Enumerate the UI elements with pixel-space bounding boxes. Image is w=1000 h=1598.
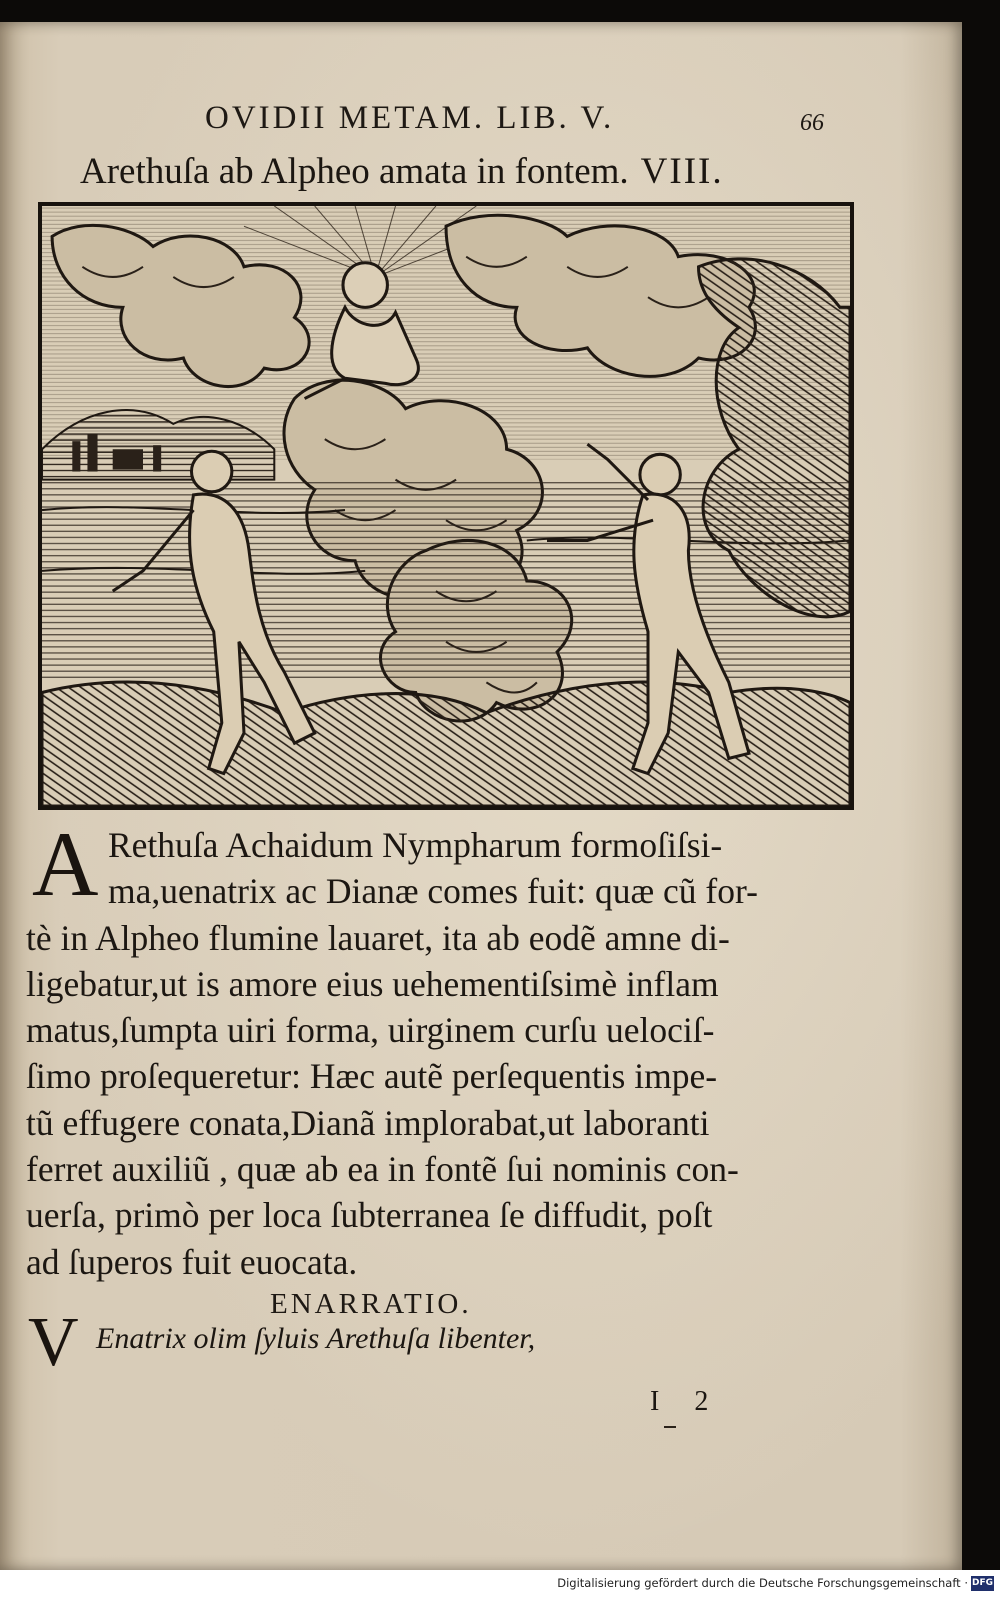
text-line: ligebatur,ut is amore eius uehementiſsimè inflam [26,963,719,1004]
woodcut-drawing [42,206,850,806]
folio-number: 66 [800,110,824,136]
text-line: ſimo proſequeretur: Hæc autẽ perſequentis impe- [26,1056,718,1097]
funding-note: Digitalisierung gefördert durch die Deutsche Forschungsgemeinschaft · [557,1576,968,1590]
book-page [0,22,962,1570]
text-line: Rethuſa Achaidum Nympharum formoſiſsi- [108,825,723,865]
verse-line: Enatrix olim ſyluis Arethuſa libenter, [96,1322,536,1355]
chapter-title-text: Arethuſa ab Alpheo amata in fontem. [80,151,629,192]
text-line: ferret auxiliũ , quæ ab ea in fontẽ ſui nominis con- [26,1149,739,1190]
signature-dash [664,1426,676,1428]
text-line: ma,uenatrix ac Dianæ comes fuit: quæ cũ for- [108,871,758,912]
running-head: OVIDII METAM. LIB. V. [205,100,615,136]
text-line: matus,ſumpta uiri forma, uirginem curſu uelociſ- [26,1010,715,1051]
signature-mark: I 2 [650,1386,723,1417]
text-line: uerſa, primò per loca ſubterranea ſe diffudit, poſt [26,1195,713,1236]
enarratio-heading: ENARRATIO. [270,1288,472,1320]
drop-cap-v: V [28,1304,79,1381]
text-line: ad ſuperos fuit euocata. [26,1241,358,1282]
chapter-title [80,150,840,193]
text-line: tũ effugere conata,Dianã implorabat,ut laboranti [26,1102,710,1143]
dfg-logo-icon: DFG [971,1576,994,1591]
drop-cap-a: A [32,813,99,915]
woodcut-illustration [38,202,854,810]
footer-bar [0,1570,1000,1598]
chapter-number: VIII. [640,151,724,192]
text-line: tè in Alpheo flumine lauaret, ita ab eodẽ amne di- [26,917,730,958]
narrative-text [26,822,836,1285]
